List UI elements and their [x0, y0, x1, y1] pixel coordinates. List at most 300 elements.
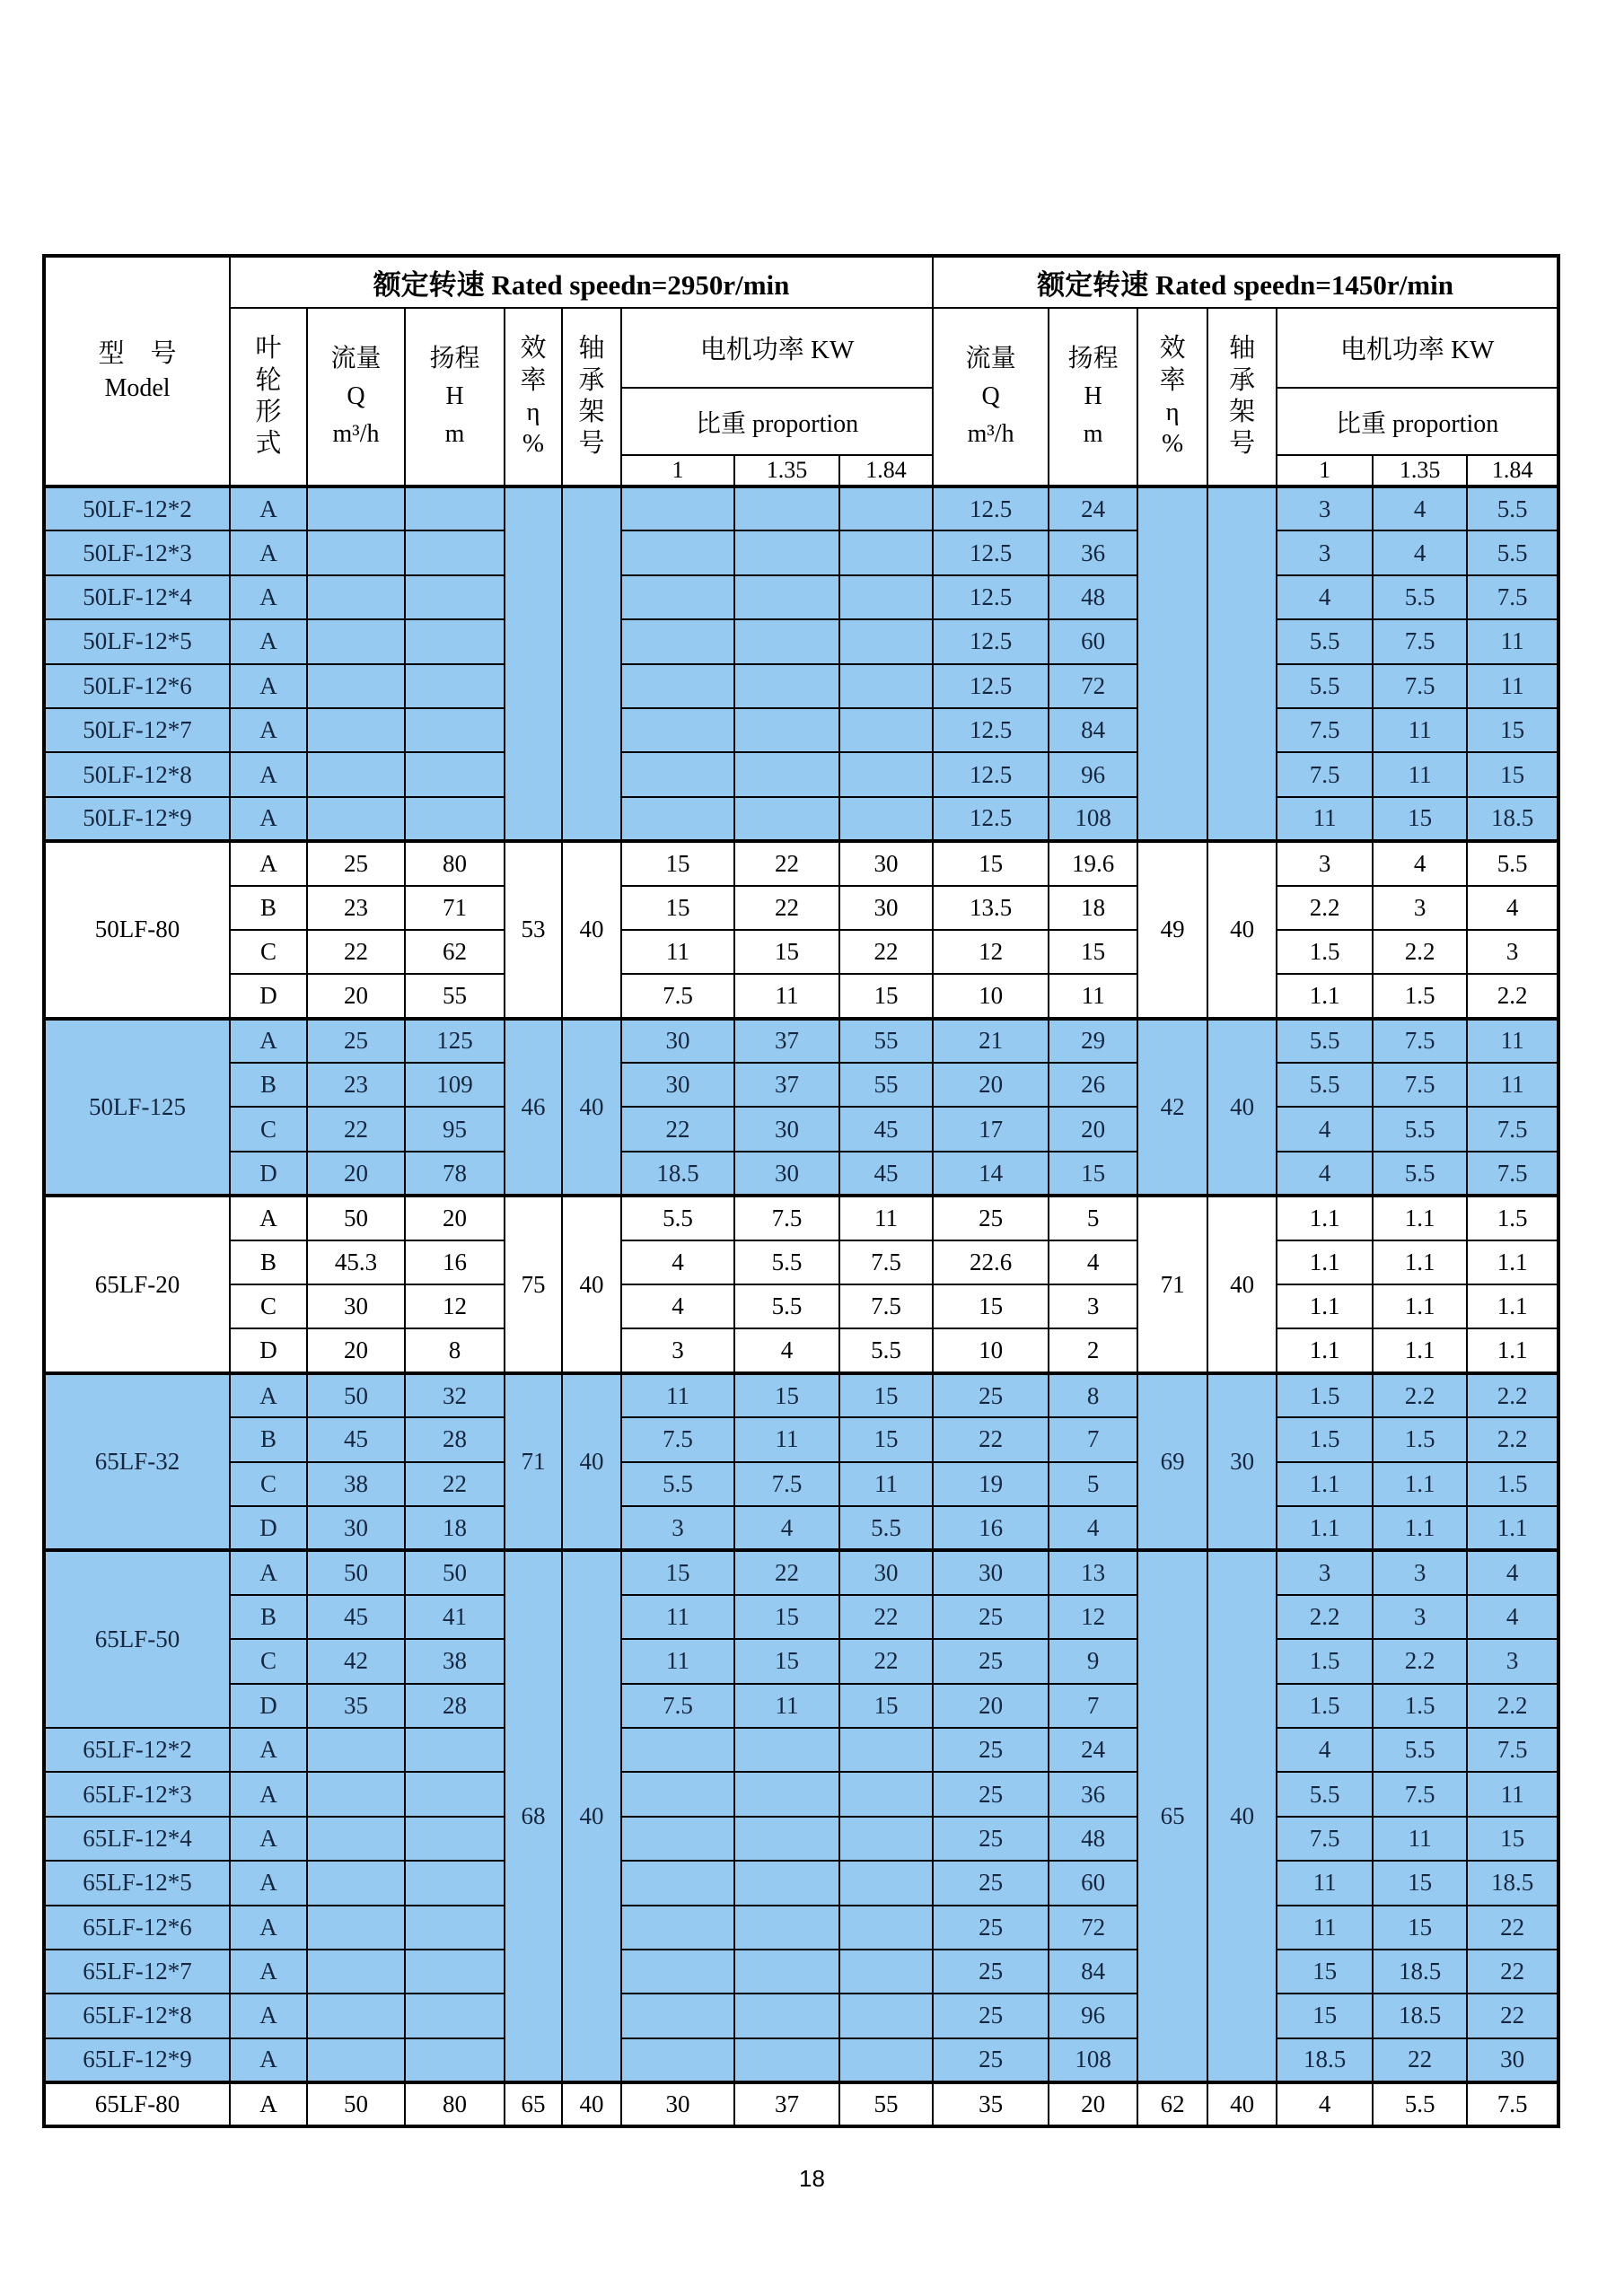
header-flow-1450 [933, 308, 1049, 486]
cell-flow-2950 [307, 2038, 405, 2082]
cell-head-1450: 4 [1049, 1240, 1137, 1284]
cell-efficiency-2950: 71 [505, 1373, 562, 1551]
header-head-2950 [405, 308, 505, 486]
cell-head-2950 [405, 1817, 505, 1861]
cell-power-1450-1: 1.1 [1277, 1240, 1373, 1284]
cell-power-1450-1.84: 3 [1467, 930, 1558, 974]
cell-head-2950 [405, 752, 505, 796]
cell-impeller-form: A [230, 2038, 307, 2082]
cell-flow-1450: 12 [933, 930, 1049, 974]
cell-head-1450: 9 [1049, 1639, 1137, 1683]
cell-power-1450-1: 1.1 [1277, 1328, 1373, 1372]
cell-flow-1450: 19 [933, 1462, 1049, 1506]
cell-power-1450-1.35: 1.1 [1373, 1506, 1467, 1550]
cell-head-2950 [405, 708, 505, 752]
cell-head-2950 [405, 575, 505, 619]
cell-power-2950-1 [621, 752, 734, 796]
cell-flow-1450: 14 [933, 1152, 1049, 1196]
cell-flow-2950: 20 [307, 1152, 405, 1196]
cell-power-2950-1.35: 22 [734, 841, 839, 885]
cell-head-2950 [405, 797, 505, 841]
cell-model: 65LF-20 [44, 1196, 230, 1373]
cell-impeller-form: B [230, 1063, 307, 1107]
cell-flow-2950: 50 [307, 1373, 405, 1417]
cell-flow-2950 [307, 752, 405, 796]
cell-flow-1450: 25 [933, 1595, 1049, 1639]
cell-power-2950-1.35: 5.5 [734, 1284, 839, 1328]
cell-power-1450-1: 1.5 [1277, 1639, 1373, 1683]
cell-flow-2950: 25 [307, 1019, 405, 1063]
cell-power-2950-1.84: 22 [839, 1595, 933, 1639]
cell-power-1450-1.84: 11 [1467, 1772, 1558, 1816]
cell-bearing-2950: 40 [562, 1550, 621, 2082]
cell-power-2950-1.35: 15 [734, 1639, 839, 1683]
cell-power-1450-1: 1.5 [1277, 1417, 1373, 1461]
cell-power-1450-1.84: 4 [1467, 886, 1558, 930]
cell-efficiency-1450: 65 [1137, 1550, 1207, 2082]
cell-power-2950-1.35 [734, 1906, 839, 1950]
cell-model: 65LF-12*8 [44, 1994, 230, 2037]
header-bearing-2950 [562, 308, 621, 486]
cell-power-1450-1.35: 18.5 [1373, 1994, 1467, 2037]
cell-impeller-form: A [230, 664, 307, 708]
header-flow-2950-line: m³/h [332, 420, 380, 448]
cell-flow-1450: 10 [933, 1328, 1049, 1372]
cell-power-2950-1 [621, 619, 734, 663]
header-ratio-2950-1: 1 [621, 455, 734, 486]
cell-head-2950: 55 [405, 974, 505, 1018]
cell-head-2950 [405, 1772, 505, 1816]
cell-impeller-form: A [230, 1994, 307, 2037]
cell-power-1450-1.35: 1.1 [1373, 1462, 1467, 1506]
cell-impeller-form: A [230, 1728, 307, 1772]
cell-head-1450: 18 [1049, 886, 1137, 930]
cell-head-1450: 29 [1049, 1019, 1137, 1063]
cell-power-2950-1.84: 7.5 [839, 1284, 933, 1328]
header-ratio-2950-1.35: 1.35 [734, 455, 839, 486]
cell-power-1450-1.84: 1.1 [1467, 1328, 1558, 1372]
cell-head-1450: 20 [1049, 1107, 1137, 1151]
cell-power-1450-1.35: 1.5 [1373, 1417, 1467, 1461]
cell-impeller-form: C [230, 1284, 307, 1328]
cell-impeller-form: A [230, 797, 307, 841]
cell-flow-2950: 50 [307, 2082, 405, 2126]
header-impeller-type-line: 叶 [255, 334, 282, 364]
cell-power-1450-1: 1.1 [1277, 1196, 1373, 1240]
cell-power-1450-1: 11 [1277, 1906, 1373, 1950]
cell-impeller-form: D [230, 1506, 307, 1550]
cell-head-2950: 78 [405, 1152, 505, 1196]
cell-head-1450: 15 [1049, 1152, 1137, 1196]
cell-model: 50LF-12*2 [44, 486, 230, 530]
cell-head-1450: 3 [1049, 1284, 1137, 1328]
cell-head-2950: 16 [405, 1240, 505, 1284]
cell-power-2950-1.35: 11 [734, 974, 839, 1018]
cell-model: 65LF-50 [44, 1550, 230, 1728]
header-head-1450 [1049, 308, 1137, 486]
cell-power-1450-1.84: 1.1 [1467, 1240, 1558, 1284]
cell-flow-1450: 25 [933, 1639, 1049, 1683]
header-model [44, 256, 230, 486]
cell-model: 65LF-32 [44, 1373, 230, 1551]
cell-power-2950-1.84: 7.5 [839, 1240, 933, 1284]
cell-power-1450-1.84: 30 [1467, 2038, 1558, 2082]
cell-efficiency-2950: 46 [505, 1019, 562, 1196]
cell-power-2950-1.84 [839, 1994, 933, 2037]
cell-power-1450-1.84: 15 [1467, 752, 1558, 796]
cell-power-1450-1: 5.5 [1277, 664, 1373, 708]
cell-head-2950 [405, 2038, 505, 2082]
cell-power-2950-1 [621, 1950, 734, 1994]
cell-power-2950-1.35 [734, 1994, 839, 2037]
cell-impeller-form: A [230, 2082, 307, 2126]
header-motor-power-2950: 电机功率 KW [621, 308, 933, 388]
cell-power-2950-1: 11 [621, 1595, 734, 1639]
cell-head-2950 [405, 1950, 505, 1994]
header-bearing-1450-line: 架 [1229, 398, 1256, 426]
cell-power-2950-1: 11 [621, 930, 734, 974]
cell-power-1450-1: 3 [1277, 486, 1373, 530]
header-bearing-1450-line: 号 [1229, 429, 1256, 459]
header-flow-1450-line: Q [981, 382, 1000, 410]
cell-power-1450-1.35: 11 [1373, 708, 1467, 752]
cell-head-1450: 26 [1049, 1063, 1137, 1107]
cell-model: 65LF-12*6 [44, 1906, 230, 1950]
cell-power-1450-1.84: 4 [1467, 1595, 1558, 1639]
cell-power-2950-1.84 [839, 752, 933, 796]
cell-power-2950-1.84 [839, 619, 933, 663]
cell-power-2950-1.84 [839, 1772, 933, 1816]
cell-power-2950-1.84: 5.5 [839, 1506, 933, 1550]
cell-power-1450-1.84: 2.2 [1467, 1417, 1558, 1461]
header-flow-1450-line: 流量 [965, 345, 1016, 372]
cell-impeller-form: C [230, 1639, 307, 1683]
cell-flow-1450: 10 [933, 974, 1049, 1018]
cell-impeller-form: A [230, 1550, 307, 1594]
cell-impeller-form: A [230, 1861, 307, 1905]
cell-power-2950-1.35: 15 [734, 1373, 839, 1417]
cell-power-2950-1.35 [734, 1861, 839, 1905]
cell-bearing-1450 [1207, 486, 1277, 841]
cell-power-1450-1.35: 11 [1373, 752, 1467, 796]
cell-power-1450-1.35: 2.2 [1373, 1639, 1467, 1683]
cell-power-1450-1.84: 18.5 [1467, 1861, 1558, 1905]
cell-power-1450-1.35: 11 [1373, 1817, 1467, 1861]
cell-power-1450-1: 4 [1277, 1152, 1373, 1196]
cell-impeller-form: A [230, 841, 307, 885]
header-impeller-type-line: 式 [255, 429, 282, 459]
cell-flow-2950: 45.3 [307, 1240, 405, 1284]
cell-model: 50LF-12*4 [44, 575, 230, 619]
cell-power-1450-1.84: 5.5 [1467, 486, 1558, 530]
cell-model: 50LF-12*7 [44, 708, 230, 752]
cell-power-1450-1.35: 1.5 [1373, 1684, 1467, 1728]
cell-power-1450-1.84: 2.2 [1467, 974, 1558, 1018]
cell-power-1450-1: 7.5 [1277, 708, 1373, 752]
cell-power-2950-1: 15 [621, 886, 734, 930]
header-impeller-type-line: 轮 [255, 365, 282, 395]
cell-power-1450-1.35: 4 [1373, 841, 1467, 885]
cell-power-2950-1.84: 22 [839, 1639, 933, 1683]
header-efficiency-2950-line: 效 [520, 334, 547, 364]
cell-power-2950-1.84: 5.5 [839, 1328, 933, 1372]
cell-power-2950-1.84: 15 [839, 1684, 933, 1728]
header-bearing-1450 [1207, 308, 1277, 486]
cell-head-2950 [405, 1728, 505, 1772]
cell-power-2950-1 [621, 1861, 734, 1905]
header-impeller-type [230, 308, 307, 486]
cell-head-1450: 48 [1049, 575, 1137, 619]
cell-power-2950-1 [621, 2038, 734, 2082]
header-head-2950-line: H [445, 382, 464, 410]
cell-power-2950-1.35: 7.5 [734, 1462, 839, 1506]
cell-power-1450-1.35: 7.5 [1373, 1063, 1467, 1107]
cell-power-1450-1: 4 [1277, 2082, 1373, 2126]
cell-head-1450: 60 [1049, 619, 1137, 663]
cell-power-1450-1: 2.2 [1277, 886, 1373, 930]
cell-power-1450-1.84: 11 [1467, 619, 1558, 663]
cell-power-2950-1: 22 [621, 1107, 734, 1151]
cell-power-2950-1.35 [734, 664, 839, 708]
cell-efficiency-1450: 62 [1137, 2082, 1207, 2126]
cell-power-1450-1.84: 11 [1467, 1063, 1558, 1107]
cell-power-2950-1.35: 30 [734, 1152, 839, 1196]
cell-impeller-form: A [230, 708, 307, 752]
cell-power-1450-1.35: 15 [1373, 1906, 1467, 1950]
cell-head-1450: 12 [1049, 1595, 1137, 1639]
cell-power-1450-1.84: 22 [1467, 1906, 1558, 1950]
cell-power-2950-1.84 [839, 2038, 933, 2082]
cell-efficiency-2950: 53 [505, 841, 562, 1019]
cell-impeller-form: A [230, 1817, 307, 1861]
cell-flow-1450: 22 [933, 1417, 1049, 1461]
cell-flow-2950: 38 [307, 1462, 405, 1506]
cell-power-1450-1.35: 4 [1373, 530, 1467, 574]
cell-flow-1450: 25 [933, 1728, 1049, 1772]
cell-flow-2950 [307, 619, 405, 663]
cell-power-1450-1.35: 5.5 [1373, 575, 1467, 619]
cell-flow-1450: 21 [933, 1019, 1049, 1063]
cell-head-1450: 72 [1049, 664, 1137, 708]
cell-power-1450-1: 7.5 [1277, 1817, 1373, 1861]
cell-impeller-form: A [230, 1019, 307, 1063]
cell-head-2950: 18 [405, 1506, 505, 1550]
cell-power-1450-1.35: 7.5 [1373, 1772, 1467, 1816]
cell-power-2950-1.84 [839, 486, 933, 530]
cell-flow-1450: 25 [933, 1196, 1049, 1240]
cell-flow-1450: 12.5 [933, 664, 1049, 708]
cell-power-2950-1.84: 30 [839, 886, 933, 930]
header-impeller-type-line: 形 [255, 398, 282, 426]
header-efficiency-1450-line: η [1165, 398, 1180, 426]
cell-flow-1450: 12.5 [933, 486, 1049, 530]
cell-flow-1450: 25 [933, 1817, 1049, 1861]
header-efficiency-2950 [505, 308, 562, 486]
cell-power-2950-1: 11 [621, 1373, 734, 1417]
cell-bearing-1450: 40 [1207, 1196, 1277, 1373]
cell-power-1450-1: 7.5 [1277, 752, 1373, 796]
header-bearing-2950-line: 承 [578, 365, 605, 395]
cell-flow-1450: 25 [933, 1906, 1049, 1950]
header-efficiency-2950-line: 率 [520, 365, 547, 395]
cell-power-2950-1.84: 30 [839, 841, 933, 885]
cell-efficiency-1450 [1137, 486, 1207, 841]
cell-efficiency-1450: 49 [1137, 841, 1207, 1019]
cell-impeller-form: D [230, 1328, 307, 1372]
cell-power-2950-1.84 [839, 797, 933, 841]
cell-power-1450-1.35: 1.1 [1373, 1328, 1467, 1372]
cell-efficiency-2950: 65 [505, 2082, 562, 2126]
cell-bearing-2950: 40 [562, 841, 621, 1019]
cell-flow-2950: 45 [307, 1417, 405, 1461]
cell-head-1450: 84 [1049, 708, 1137, 752]
cell-power-2950-1.84 [839, 1950, 933, 1994]
cell-head-1450: 84 [1049, 1950, 1137, 1994]
cell-power-2950-1.35 [734, 1728, 839, 1772]
cell-power-1450-1.84: 1.1 [1467, 1284, 1558, 1328]
header-proportion-2950: 比重 proportion [621, 388, 933, 455]
cell-power-2950-1 [621, 1906, 734, 1950]
cell-power-1450-1.84: 5.5 [1467, 530, 1558, 574]
cell-efficiency-2950 [505, 486, 562, 841]
cell-power-1450-1.84: 15 [1467, 1817, 1558, 1861]
cell-head-2950: 12 [405, 1284, 505, 1328]
cell-bearing-1450: 40 [1207, 1550, 1277, 2082]
cell-bearing-1450: 40 [1207, 2082, 1277, 2126]
cell-power-2950-1 [621, 1994, 734, 2037]
cell-head-1450: 5 [1049, 1462, 1137, 1506]
cell-flow-1450: 25 [933, 1994, 1049, 2037]
cell-flow-2950: 45 [307, 1595, 405, 1639]
cell-power-2950-1.35 [734, 575, 839, 619]
cell-flow-1450: 25 [933, 1772, 1049, 1816]
cell-power-1450-1: 5.5 [1277, 1772, 1373, 1816]
cell-power-1450-1.84: 1.5 [1467, 1462, 1558, 1506]
cell-power-2950-1.35: 4 [734, 1506, 839, 1550]
cell-model: 50LF-125 [44, 1019, 230, 1196]
cell-power-2950-1.84 [839, 1817, 933, 1861]
cell-head-2950: 109 [405, 1063, 505, 1107]
cell-power-1450-1.84: 7.5 [1467, 2082, 1558, 2126]
cell-head-2950: 71 [405, 886, 505, 930]
cell-head-2950 [405, 1861, 505, 1905]
cell-power-1450-1: 1.5 [1277, 1684, 1373, 1728]
cell-flow-1450: 16 [933, 1506, 1049, 1550]
cell-head-1450: 8 [1049, 1373, 1137, 1417]
cell-impeller-form: D [230, 1152, 307, 1196]
cell-head-2950 [405, 664, 505, 708]
cell-head-1450: 48 [1049, 1817, 1137, 1861]
cell-power-2950-1: 30 [621, 1019, 734, 1063]
header-motor-power-1450: 电机功率 KW [1277, 308, 1558, 388]
cell-head-1450: 5 [1049, 1196, 1137, 1240]
cell-power-1450-1.35: 3 [1373, 886, 1467, 930]
cell-flow-1450: 12.5 [933, 575, 1049, 619]
cell-flow-2950 [307, 1772, 405, 1816]
cell-impeller-form: B [230, 886, 307, 930]
cell-power-2950-1.84: 15 [839, 974, 933, 1018]
cell-flow-2950: 25 [307, 841, 405, 885]
cell-power-1450-1.35: 18.5 [1373, 1950, 1467, 1994]
cell-head-2950: 80 [405, 841, 505, 885]
cell-power-1450-1.84: 22 [1467, 1994, 1558, 2037]
cell-head-1450: 60 [1049, 1861, 1137, 1905]
cell-head-1450: 4 [1049, 1506, 1137, 1550]
cell-power-1450-1: 3 [1277, 841, 1373, 885]
cell-power-1450-1.84: 2.2 [1467, 1373, 1558, 1417]
cell-impeller-form: D [230, 1684, 307, 1728]
cell-flow-2950 [307, 1950, 405, 1994]
cell-flow-1450: 17 [933, 1107, 1049, 1151]
cell-flow-2950 [307, 1728, 405, 1772]
cell-head-2950 [405, 1906, 505, 1950]
cell-power-2950-1 [621, 486, 734, 530]
cell-power-1450-1.35: 1.5 [1373, 974, 1467, 1018]
cell-power-1450-1.84: 11 [1467, 664, 1558, 708]
cell-power-1450-1: 3 [1277, 1550, 1373, 1594]
header-head-1450-line: 扬程 [1067, 345, 1119, 372]
cell-flow-1450: 25 [933, 1861, 1049, 1905]
cell-power-2950-1.84 [839, 1728, 933, 1772]
cell-efficiency-2950: 68 [505, 1550, 562, 2082]
cell-head-2950: 32 [405, 1373, 505, 1417]
cell-efficiency-2950: 75 [505, 1196, 562, 1373]
header-flow-2950 [307, 308, 405, 486]
cell-head-2950: 41 [405, 1595, 505, 1639]
cell-power-1450-1: 1.1 [1277, 1284, 1373, 1328]
cell-power-1450-1.84: 2.2 [1467, 1684, 1558, 1728]
cell-head-1450: 96 [1049, 752, 1137, 796]
cell-power-1450-1.35: 5.5 [1373, 1107, 1467, 1151]
cell-impeller-form: A [230, 619, 307, 663]
cell-flow-2950: 50 [307, 1550, 405, 1594]
cell-power-1450-1: 4 [1277, 1728, 1373, 1772]
cell-head-2950: 80 [405, 2082, 505, 2126]
cell-power-2950-1.35: 11 [734, 1684, 839, 1728]
cell-bearing-1450: 40 [1207, 841, 1277, 1019]
cell-head-1450: 108 [1049, 797, 1137, 841]
cell-head-1450: 7 [1049, 1417, 1137, 1461]
cell-efficiency-1450: 69 [1137, 1373, 1207, 1551]
cell-head-2950: 28 [405, 1417, 505, 1461]
cell-flow-2950: 30 [307, 1506, 405, 1550]
cell-head-1450: 13 [1049, 1550, 1137, 1594]
cell-power-2950-1.84: 15 [839, 1417, 933, 1461]
cell-impeller-form: C [230, 1107, 307, 1151]
cell-power-2950-1.84: 55 [839, 1019, 933, 1063]
cell-power-2950-1.84 [839, 575, 933, 619]
header-efficiency-1450-line: 率 [1159, 365, 1186, 395]
cell-impeller-form: A [230, 752, 307, 796]
cell-head-2950: 20 [405, 1196, 505, 1240]
header-bearing-2950-line: 号 [578, 429, 605, 459]
cell-flow-2950: 23 [307, 886, 405, 930]
cell-power-1450-1: 5.5 [1277, 619, 1373, 663]
cell-flow-1450: 15 [933, 1284, 1049, 1328]
cell-power-2950-1: 3 [621, 1328, 734, 1372]
cell-power-2950-1.84: 22 [839, 930, 933, 974]
cell-power-2950-1.35: 37 [734, 1063, 839, 1107]
cell-power-2950-1.84: 15 [839, 1373, 933, 1417]
header-efficiency-2950-line: % [522, 429, 545, 459]
cell-head-2950: 28 [405, 1684, 505, 1728]
header-flow-2950-line: Q [347, 382, 365, 410]
cell-power-2950-1.35: 15 [734, 1595, 839, 1639]
cell-power-2950-1.35 [734, 530, 839, 574]
cell-flow-2950 [307, 575, 405, 619]
cell-flow-2950: 35 [307, 1684, 405, 1728]
cell-head-2950: 95 [405, 1107, 505, 1151]
